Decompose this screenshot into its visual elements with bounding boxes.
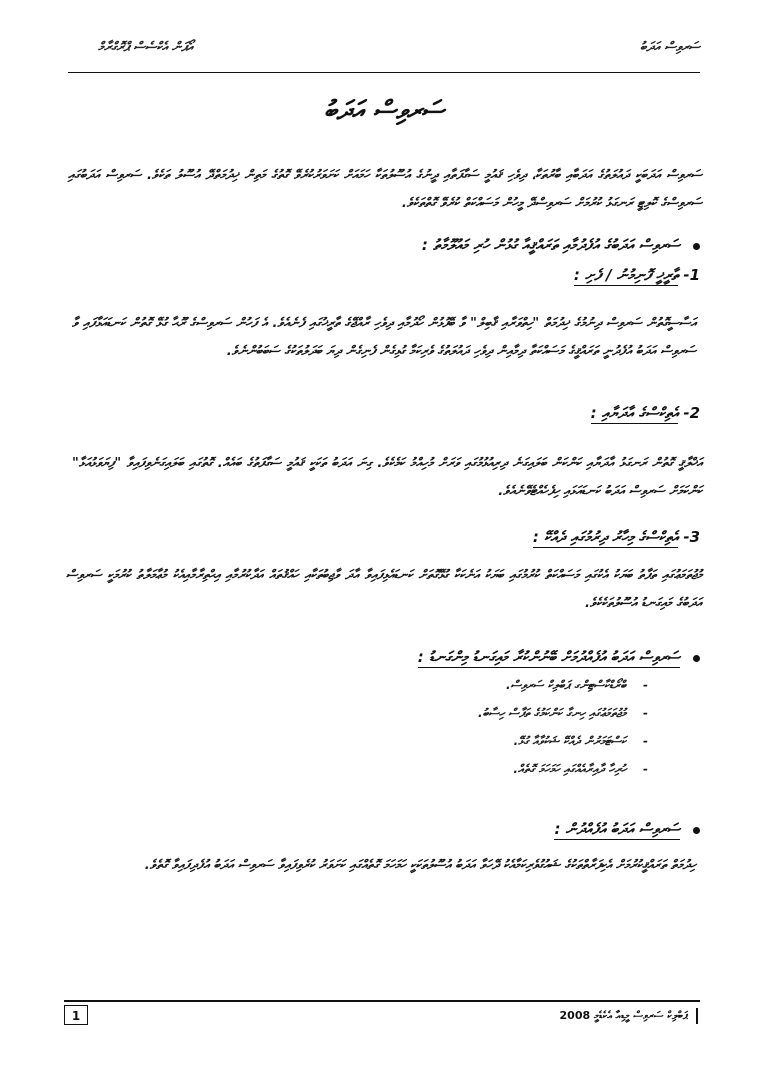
subsection-heading-3 <box>533 528 700 546</box>
intro-paragraph: ސަރވިސް އަދަބަކީ ދައުލަތުގެ އަދަބާއި ބާރުތަކާ، ދިވެހި ޤައުމީ ސަގާފަތާއި ދީނުގެ އުސޫލުތަކާ ހަމައަށް ކަށަވަރުކުރެވޭ ގޮތުގެ މަތިން ޚިދުމަތްދޭ އުސޫލު ތަކެވެ. ސަރވިސް އަދަބުގައި ސަރވިސްގެ ކޮލިޓީ ރަނގަޅު ކުރުމަށް ސަރވިސްދޭ މީހުން މަސައްކަތް ކުރެވޭ ގޮތްތަކެވެ. <box>68 168 702 211</box>
development-heading <box>554 820 700 838</box>
principles-heading <box>418 648 700 666</box>
list-dash: - <box>643 678 648 692</box>
principles-list <box>478 678 648 790</box>
list-dash: - <box>643 762 648 776</box>
subsection-heading-2 <box>591 404 700 422</box>
list-dash: - <box>643 734 648 748</box>
list-item-text: މުޖުތަމަޢުގައި ހިނގާ ކަންކަމުގެ ތަފާސް ހިސާބު. <box>477 706 626 720</box>
principles-heading-text: ސަރވިސް އަދަބު އުފެއްދުމަށް ބޭނުންކުރާ މައިގަނޑު މިންގަނޑު : <box>417 648 680 666</box>
subsection-title-3: އެތިކްސްގެ މިހާރު ދިރުމުގައި ދެއްކޭ : <box>532 528 679 546</box>
section-heading-text: ސަރވިސް އަދަބުގެ އުފެދުމާއި ތަރައްޤީއާ ގުޅުން ހުރި މައުލޫމާތު : <box>421 236 680 254</box>
list-item-text: ހުރިހާ ދާއިރާއެއްގައި ހަމަހަމަ ގޮތެއް. <box>513 762 626 776</box>
page-title: ސަރވިސް އަދަބު <box>323 96 445 126</box>
development-paragraph: ހިދުމަތް ތަރައްޤީކުރުމަށް އެކިފަރާތްތަކުގެ ޝައުގުވެރިކަމާއެކު ދޭހަވާ އަދަބު އުސޫލުތަކަކީ ހަމަހަމަ ގޮތެއްގައި ކަށަވަރު ކުރެވިފައިވާ ސަރވިސް އަދަބު އުފެދިފައިވާ ގޮތެވެ. <box>144 858 696 873</box>
subsection-heading-1 <box>574 266 700 284</box>
list-item-text: ބްރޯޑްކާސްޓިންގ ޕަބްލިކް ސަރވިސް. <box>505 678 626 692</box>
list-item <box>478 678 648 706</box>
development-heading-text: ސަރވިސް އަދަބު އުފެއްދުން : <box>554 820 680 838</box>
subsection-body-2: އަޚްލާޤީ ގޮތުން ރަނގަޅު އާދަޔާއި ކަންކަން ބަލައިގަނެ ދިރިއުޅުމުގައި ވަރަށް މުހިއްމު ކަމެކެވެ. ގިނަ އަދަބު ތަކަކީ ޤައުމީ ސަގާފަތުގެ ބައެއް. ގޮތުގައި ބަލައިގަނެވިފައިވާ "ފިޔަވަޅުއަޅާ" ކަންކަމަށް ސަރވިސް އަދަބު ކަނޑައަޅައި ހިފެހެއްޓެވޭނެއެވެ. <box>72 456 702 499</box>
section-heading <box>422 236 700 254</box>
subsection-title-1: ތާރީޚީ ފޮނިމުނު / ފެށި : <box>573 266 679 284</box>
subsection-title-2: އެތިކްސްގެ އާދަޔާއި : <box>590 404 679 422</box>
page-number: 1 <box>64 1005 88 1025</box>
footer-text: ޕަބްލިކް ސަރވިސް މީޑިއާ އެކެޑެމީ 2008 <box>560 1008 698 1024</box>
list-item <box>478 734 648 762</box>
subsection-number-2: 2- <box>683 404 700 422</box>
footer-rule <box>64 1000 700 1002</box>
subsection-body-3: މުޖުތަމަޢުގައި ތަފާތު ބަޔަކު އެކުގައި މަސައްކަތް ކުރުމުގައި ބަޔަކު އަނެކަކާ ގުޅޭގޮތަށް ކަނޑައެޅިފައިވާ އާދަ ވާޖިބުތަކާއި ހައްޤުތައް އަދާކުރުމާއި އިޙްތިރާމާއިއެކު މުޢާމަލާތު ކުރުމަކީ ސަރވިސް އަދަބުގެ މައިގަނޑު އުސޫލުތަކެކެވެ. <box>66 568 702 611</box>
header-rule <box>68 72 700 73</box>
header-left-text: އޯޕަން އެކްސެސް ޕްރޮގްރާމް <box>98 40 193 55</box>
list-dash: - <box>643 706 648 720</box>
subsection-number-3: 3- <box>683 528 700 546</box>
list-item <box>478 762 648 790</box>
list-item-text: ކަސްޓަމަރުން ދެއްކޭ ޝަކުވާއާ ގުޅޭ. <box>513 734 626 748</box>
header-right-text: ސަރވިސް އަދަބު <box>639 40 700 55</box>
subsection-body-1: އަސާސީގޮތުން ސަރވިސް ދިނުމުގެ ޚިދުމަތް "ހިތްވަރާއި ޤާބިލް" ވާ ބޭފުޅުން ހޯދުމާއި ދިވެހި ރާއްޖޭގެ ތާރީޚުގައި ފެނެއެވެ. އެ ފަހުން ސަރވިސްގެ ރޫޙާ ގުޅޭ ގޮތުން ކަނޑައަޅާފައި ވާ ސަރވިސް އަދަބު އުފެދުނީ ތަރައްޤީގެ މަސައްކަތާ ދިމާއިން ދިވެހި ދައުލަތުގެ ވެރިކަމާ ގުޅިގެން ފެނިގެން ދިޔަ ބަދަލުތަކުގެ ސަބަބުންނެވެ. <box>72 316 696 359</box>
subsection-number-1: 1- <box>683 266 700 284</box>
list-item <box>478 706 648 734</box>
